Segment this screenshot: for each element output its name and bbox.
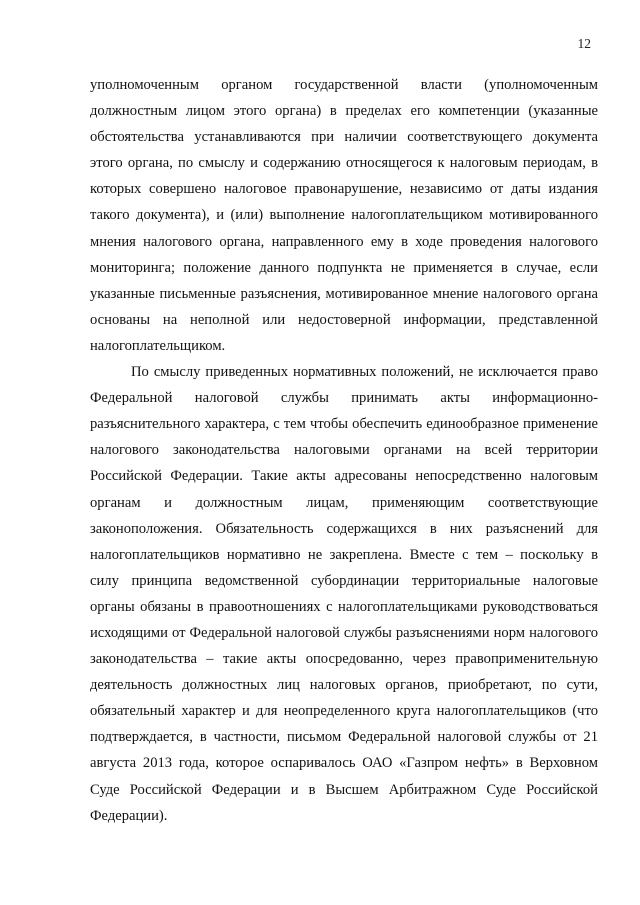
paragraph-continuation: уполномоченным органом государственной власти (уполномоченным должностным лицом этого органа) в пределах его компетенции (указанные обстоятельства устанавливаются при наличии соответствующего документа этого органа, по смыслу и содержанию относящегося к налоговым периодам, в которых совершено налоговое правонарушение, независимо от даты издания такого документа), и (или) выполнение налогоплательщиком мотивированного мнения налогового органа, направленного ему в ходе проведения налогового мониторинга; положение данного подпункта не применяется в случае, если указанные письменные разъяснения, мотивированное мнение налогового органа основаны на неполной или недостоверной информации, представленной налогоплательщиком. [90,77,598,354]
paragraph-fns-explanations: По смыслу приведенных нормативных положений, не исключается право Федеральной налоговой службы принимать акты информационно-разъяснительного характера, с тем чтобы обеспечить единообразное применение налогового законодательства налоговыми органами на всей территории Российской Федерации. Такие акты адресованы непосредственно налоговым органам и должностным лицам, применяющим соответствующие законоположения. Обязательность содержащихся в них разъяснений для налогоплательщиков нормативно не закреплена. Вместе с тем – поскольку в силу принципа ведомственной субординации территориальные налоговые органы обязаны в правоотношениях с налогоплательщиками руководствоваться исходящими от Федеральной налоговой службы разъяснениями норм налогового законодательства – такие акты опосредованно, через правоприменительную деятельность должностных лиц налоговых органов, приобретают, по сути, обязательный характер и для неопределенного круга налогоплательщиков (что подтверждается, в частности, письмом Федеральной налоговой службы от 21 августа 2013 года, которое оспаривалось ОАО «Газпром нефть» в Верховном Суде Российской Федерации и в Высшем Арбитражном Суде Российской Федерации). [90,364,598,824]
page-number: 12 [577,36,591,51]
body-text [90,72,598,829]
